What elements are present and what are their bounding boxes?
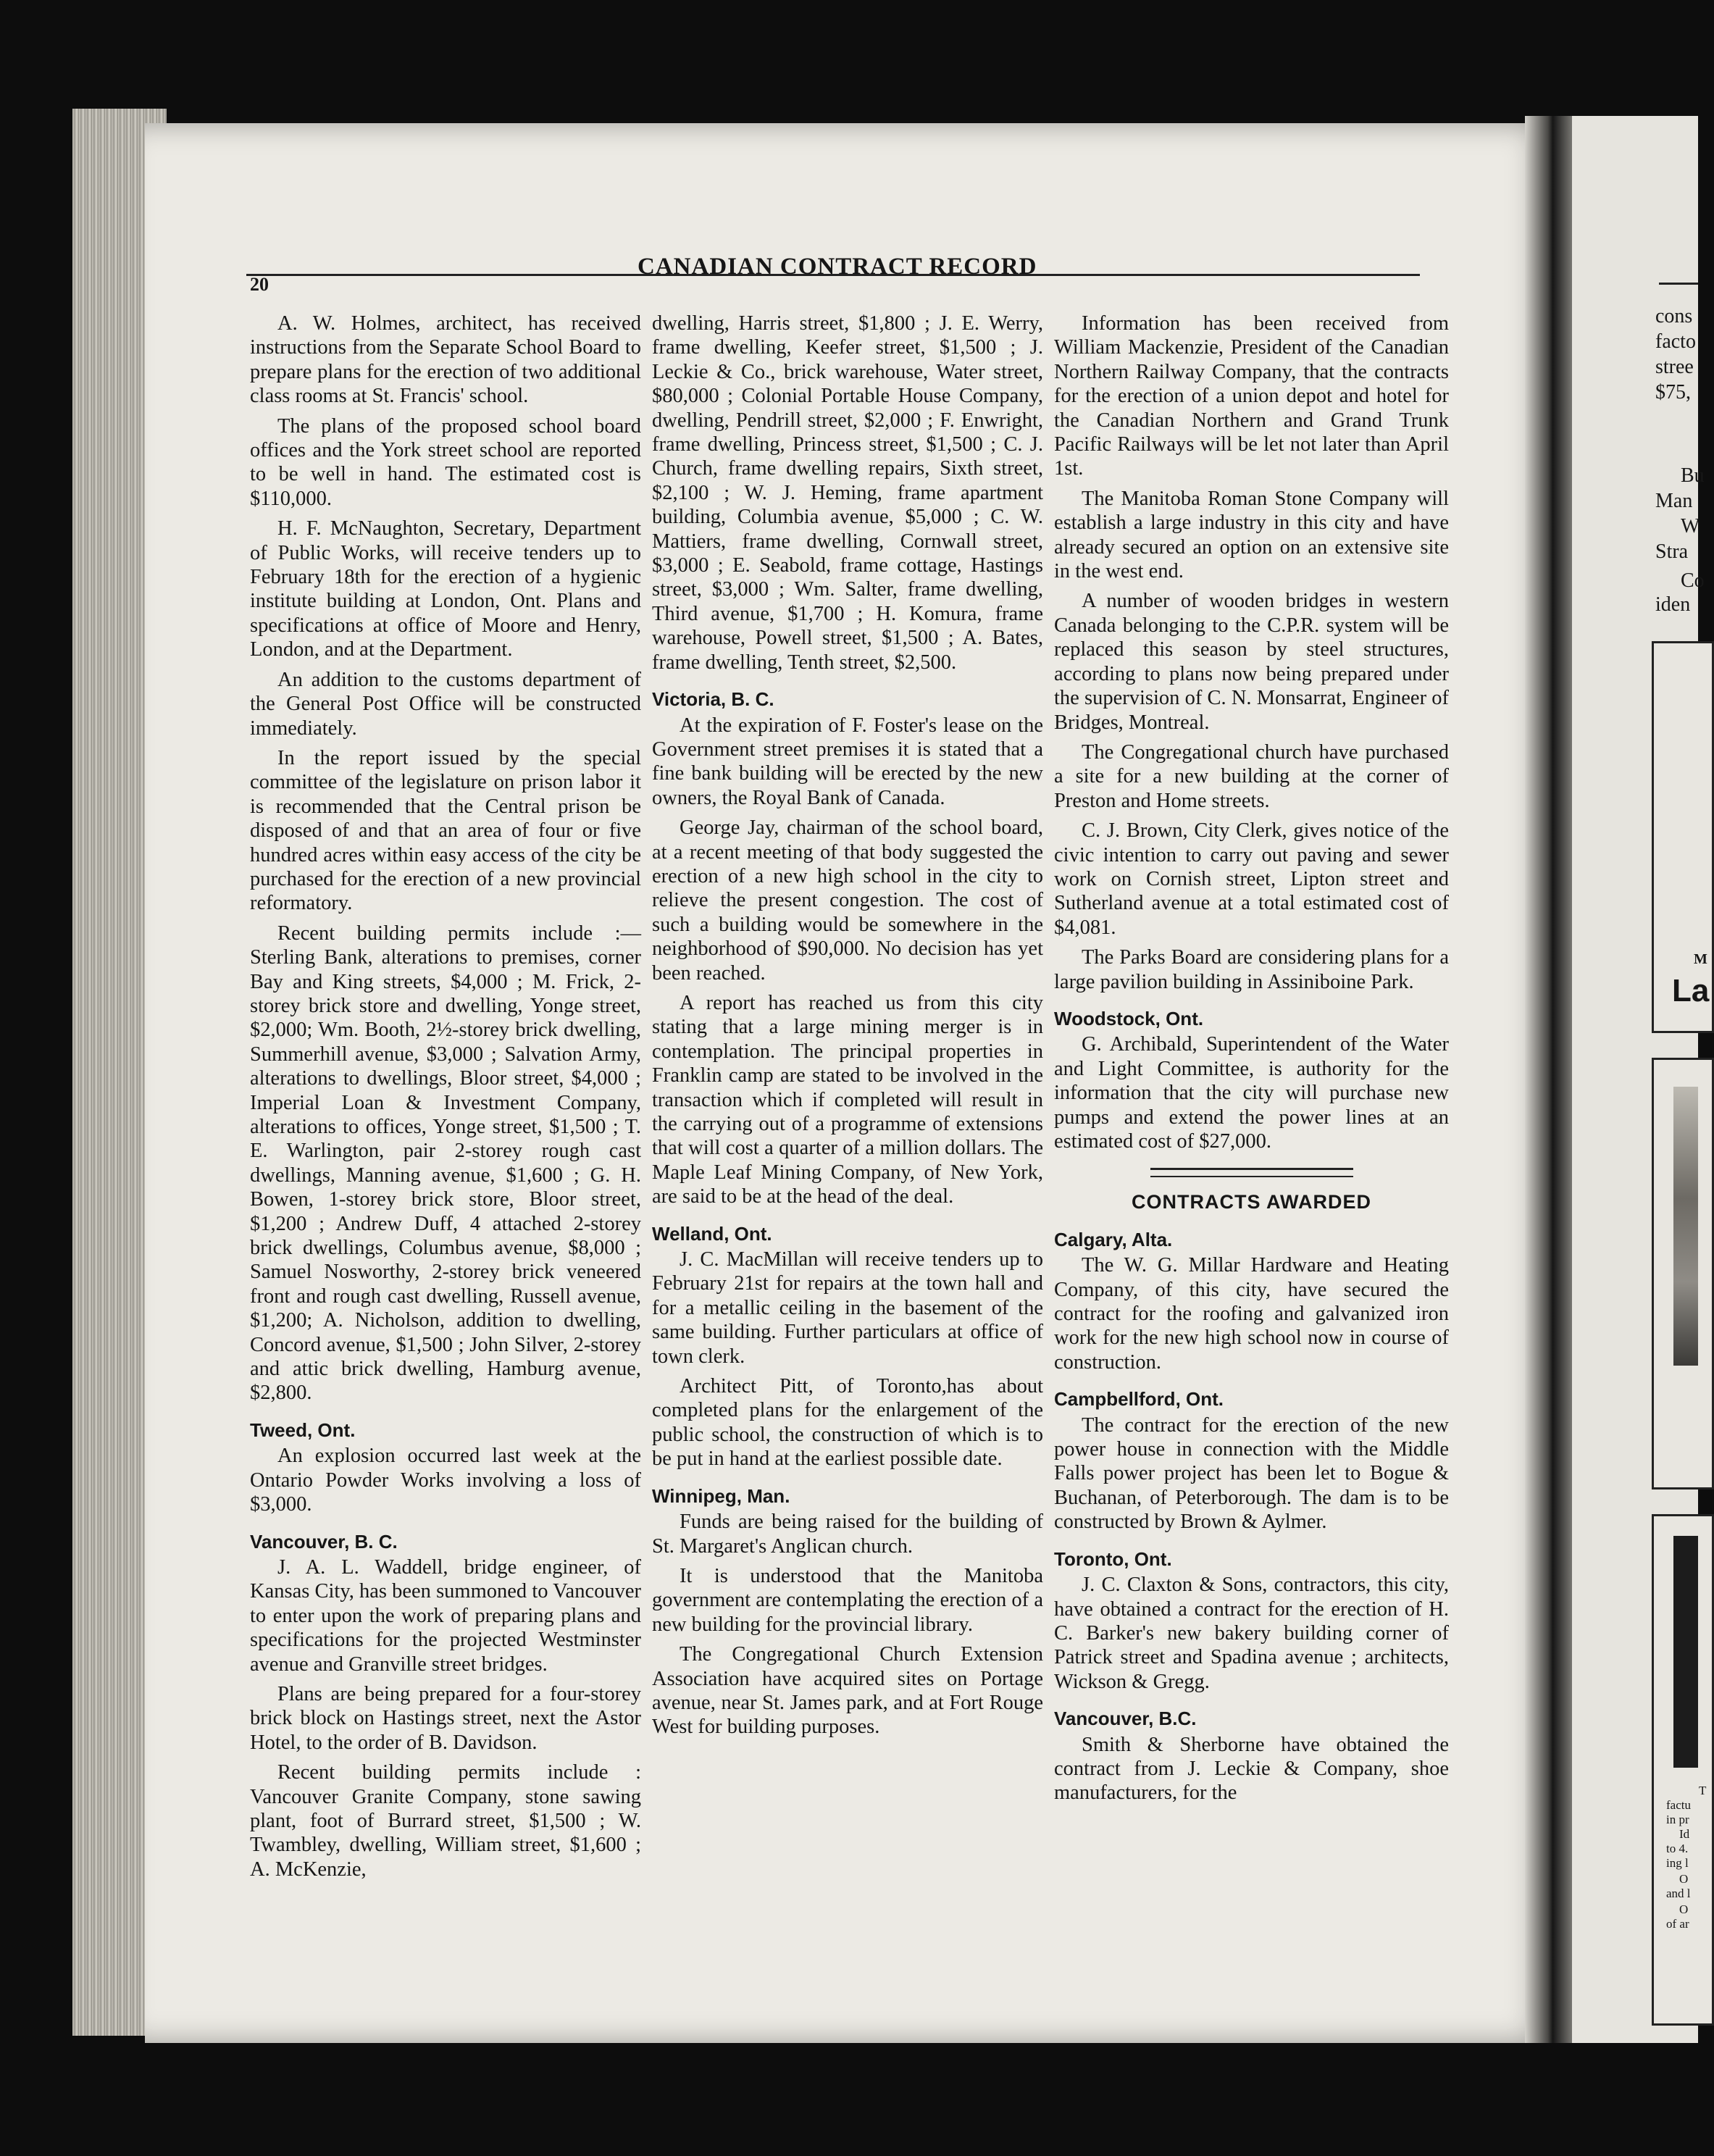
- caption-text: factu: [1666, 1798, 1691, 1812]
- right-page-text: Man: [1655, 490, 1693, 512]
- caption-text: T: [1699, 1784, 1707, 1797]
- heading-welland: Welland, Ont.: [652, 1222, 772, 1245]
- section-divider: [1150, 1168, 1353, 1177]
- caption-text: O: [1679, 1902, 1689, 1916]
- paragraph: J. C. Claxton & Sons, contractors, this city, have obtained a contract for the erection of H. C. Barker's new bakery building corner of Patrick street and Spadina avenue ; architects, Wickson & Gregg.: [1054, 1574, 1449, 1693]
- paragraph: Smith & Sherborne have obtained the contract from J. Leckie & Company, shoe manufacturers, for the: [1054, 1733, 1449, 1805]
- paragraph: It is understood that the Manitoba government are contemplating the erection of a new building for the provincial library.: [652, 1564, 1043, 1636]
- paragraph: Information has been received from William Mackenzie, President of the Canadian Northern Railway Company, that the contracts for the erection of a union depot and hotel for the Canadian Northern and Grand Trunk Pacific Railways will be let not later than April 1st.: [1054, 312, 1449, 480]
- caption-text: of ar: [1666, 1917, 1689, 1931]
- right-page-rule: [1659, 283, 1698, 285]
- section-heading-contracts-awarded: CONTRACTS AWARDED: [1132, 1191, 1371, 1213]
- ad-dark-image: [1673, 1536, 1698, 1768]
- page-number: 20: [250, 274, 269, 295]
- right-page-text: $75,: [1655, 381, 1691, 404]
- caption-text: O: [1679, 1872, 1689, 1886]
- paragraph: dwelling, Harris street, $1,800 ; J. E. Werry, frame dwelling, Keefer street, $1,500 ; J. Leckie & Co., brick warehouse, Water street, $80,000 ; Colonial Portable House Company, dwelling, Pendrill street, $2,000 ; F. Enwright, frame dwelling, Princess street, $1,500 ; C. J. Church, frame dwelling repairs, Sixth street, $2,100 ; W. J. Heming, frame apartment building, Columbia avenue, $5,000 ; C. W. Mattiers, frame dwelling, Cornwall street, $3,000 ; E. Seabold, frame cottage, Hastings street, $3,000 ; Wm. Salter, frame dwelling, Third avenue, $1,700 ; H. Komura, frame warehouse, Powell street, $1,500 ; A. Bates, frame dwelling, Tenth street, $2,500.: [652, 312, 1043, 674]
- heading-vancouver: Vancouver, B.C.: [1054, 1708, 1197, 1730]
- ad-text: M: [1694, 951, 1707, 967]
- ad-headline: La: [1672, 973, 1710, 1008]
- heading-tweed: Tweed, Ont.: [250, 1418, 356, 1441]
- paragraph: G. Archibald, Superintendent of the Water and Light Committee, is authority for the information that the city will purchase new pumps and extend the power lines at an estimated cost of $27,000.: [1054, 1033, 1449, 1153]
- paragraph: Recent building permits include : Vancouver Granite Company, stone sawing plant, foot of Burrard street, $1,500 ; W. Twambley, dwelling, William street, $1,600 ; A. McKenzie,: [250, 1761, 641, 1881]
- paragraph: A number of wooden bridges in western Canada belonging to the C.P.R. system will be replaced this season by steel structures, according to plans now being prepared under the supervision of C. N. Monsarrat, Engineer of Bridges, Montreal.: [1054, 590, 1449, 734]
- paragraph: H. F. McNaughton, Secretary, Department of Public Works, will receive tenders up to February 18th for the erection of a hygienic institute building at London, Ont. Plans and specifications at office of Moore and Henry, London, and at the Department.: [250, 517, 641, 661]
- paragraph: At the expiration of F. Foster's lease on the Government street premises it is stated that a fine bank building will be erected by the new owners, the Royal Bank of Canada.: [652, 714, 1043, 809]
- paragraph: The plans of the proposed school board offices and the York street school are reported to be well in hand. The estimated cost is $110,000.: [250, 414, 641, 510]
- heading-calgary: Calgary, Alta.: [1054, 1228, 1173, 1250]
- paragraph: J. C. MacMillan will receive tenders up to February 21st for repairs at the town hall and for a metallic ceiling in the basement of the same building. Further particulars at office of town clerk.: [652, 1248, 1043, 1368]
- paragraph: The Parks Board are considering plans for a large pavilion building in Assiniboine Park.: [1054, 946, 1449, 993]
- paragraph: C. J. Brown, City Clerk, gives notice of the civic intention to carry out paving and sewer work on Cornish street, Lipton street and Sutherland avenue at a total estimated cost of $4,081.: [1054, 819, 1449, 939]
- book-gutter: [1525, 116, 1576, 2043]
- paragraph: Architect Pitt, of Toronto,has about completed plans for the enlargement of the public school, the construction of which is to be put in hand at the earliest possible date.: [652, 1375, 1043, 1471]
- running-title: CANADIAN CONTRACT RECORD: [637, 254, 1037, 280]
- column-2: [652, 312, 1043, 1745]
- heading-campbellford: Campbellford, Ont.: [1054, 1388, 1224, 1411]
- caption-text: Id: [1679, 1827, 1690, 1841]
- right-page-text: iden: [1655, 593, 1691, 616]
- column-1: [250, 312, 641, 1887]
- right-page-text: cons: [1655, 305, 1693, 327]
- ad-photo-image: [1673, 1087, 1698, 1366]
- paragraph: An explosion occurred last week at the Ontario Powder Works involving a loss of $3,000.: [250, 1445, 641, 1516]
- paragraph: The contract for the erection of the new power house in connection with the Middle Falls power project has been let to Bogue & Buchanan, of Peterborough. The dam is to be constructed by Brown & Aylmer.: [1054, 1413, 1449, 1534]
- paragraph: The Congregational church have purchased a site for a new building at the corner of Preston and Home streets.: [1054, 740, 1449, 812]
- paragraph: J. A. L. Waddell, bridge engineer, of Kansas City, has been summoned to Vancouver to enter upon the work of preparing plans and specifications for the projected Westminster avenue and Granville street bridges.: [250, 1555, 641, 1676]
- right-page-text: Bu: [1681, 464, 1705, 487]
- paragraph: George Jay, chairman of the school board, at a recent meeting of that body suggested the erection of a new high school in the city to relieve the present congestion. The cost of such a building would be somewhere in the neighborhood of $90,000. No decision has yet been reached.: [652, 816, 1043, 985]
- paragraph: Recent building permits include :— Sterling Bank, alterations to premises, corner Bay and King streets, $4,000 ; M. Frick, 2-storey brick store and dwelling, Yonge street, $2,000; Wm. Booth, 2½-storey brick dwelling, Summerhill avenue, $3,000 ; Salvation Army, alterations to dwellings, Bloor street, $4,000 ; Imperial Loan & Investment Company, alterations to offices, Yonge street, $1,500 ; T. E. Warlington, pair 2-storey rough cast dwellings, Manning avenue, $1,600 ; G. H. Bowen, 1-storey brick store, Bloor street, $1,200 ; Andrew Duff, 4 attached 2-storey brick dwellings, Columbus avenue, $8,000 ; Samuel Nosworthy, 2-storey brick veneered front and rough cast dwelling, Russell avenue, $1,200; A. Nicholson, addition to dwelling, Concord avenue, $1,500 ; John Silver, 2-storey and attic brick dwelling, Hamburg avenue, $2,800.: [250, 922, 641, 1405]
- paragraph: The W. G. Millar Hardware and Heating Company, of this city, have secured the contract for the roofing and galvanized iron work for the new high school now in course of construction.: [1054, 1254, 1449, 1374]
- paragraph: An addition to the customs department of the General Post Office will be constructed immediately.: [250, 668, 641, 740]
- paragraph: The Manitoba Roman Stone Company will establish a large industry in this city and have already secured an option on an extensive site in the west end.: [1054, 487, 1449, 583]
- right-page-text: facto: [1655, 330, 1696, 353]
- right-page-text: Co: [1681, 569, 1705, 592]
- heading-toronto: Toronto, Ont.: [1054, 1547, 1172, 1570]
- heading-victoria: Victoria, B. C.: [652, 688, 774, 711]
- paragraph: Funds are being raised for the building of St. Margaret's Anglican church.: [652, 1511, 1043, 1558]
- paragraph: The Congregational Church Extension Association have acquired sites on Portage avenue, near St. James park, and at Fort Rouge West for building purposes.: [652, 1643, 1043, 1739]
- paragraph: A. W. Holmes, architect, has received instructions from the Separate School Board to prepare plans for the erection of two additional class rooms at St. Francis' school.: [250, 312, 641, 408]
- right-page-text: W: [1681, 515, 1700, 538]
- caption-text: to 4.: [1666, 1842, 1689, 1855]
- caption-text: in pr: [1666, 1813, 1689, 1826]
- heading-vancouver: Vancouver, B. C.: [250, 1530, 398, 1553]
- paragraph: In the report issued by the special committee of the legislature on prison labor it is recommended that the Central prison be disposed of and that an area of four or five hundred acres within easy access of the city be purchased for the erection of a new provincial reformatory.: [250, 746, 641, 915]
- caption-text: and l: [1666, 1886, 1691, 1900]
- column-3: [1054, 312, 1449, 1811]
- advertisement-box: [1652, 641, 1714, 1033]
- heading-woodstock: Woodstock, Ont.: [1054, 1007, 1204, 1029]
- right-page-text: Stra: [1655, 540, 1689, 563]
- paragraph: Plans are being prepared for a four-storey brick block on Hastings street, next the Astor Hotel, to the order of B. Davidson.: [250, 1682, 641, 1754]
- heading-winnipeg: Winnipeg, Man.: [652, 1484, 790, 1507]
- paragraph: A report has reached us from this city stating that a large mining merger is in contemplation. The principal properties in Franklin camp are stated to be involved in the transaction which if completed will result in the carrying out of a programme of extensions that will cost a quarter of a million dollars. The Maple Leaf Mining Company, of New York, are said to be at the head of the deal.: [652, 991, 1043, 1208]
- right-page-text: stree: [1655, 356, 1694, 378]
- caption-text: ing l: [1666, 1856, 1689, 1870]
